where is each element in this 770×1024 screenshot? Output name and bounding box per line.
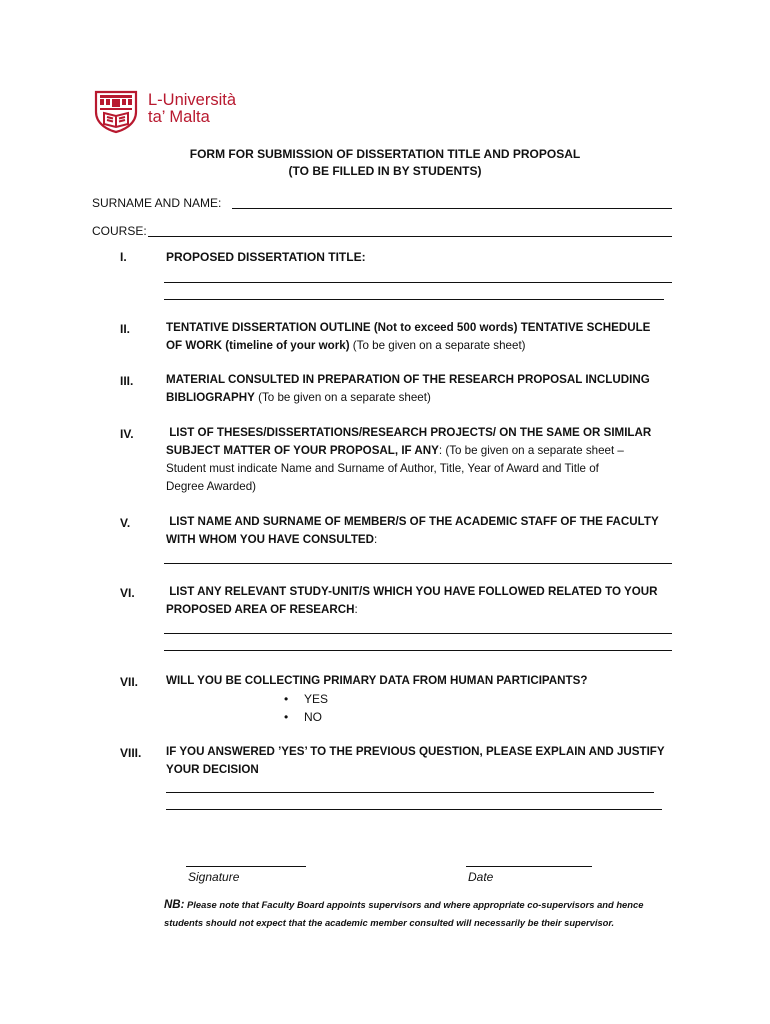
nb-text: Please note that Faculty Board appoints supervisors and where appropriate co-supervisors and hence: [184, 899, 644, 910]
section-number: VII.: [120, 675, 139, 689]
section-title: IF YOU ANSWERED ’YES’ TO THE PREVIOUS QUESTION, PLEASE EXPLAIN AND JUSTIFY: [166, 745, 665, 758]
section-number: II.: [120, 322, 131, 336]
section-outline: [166, 319, 678, 355]
title-field-line-2[interactable]: [164, 299, 664, 300]
justify-line-2[interactable]: [166, 809, 662, 810]
staff-field-line[interactable]: [164, 563, 672, 564]
section-number: VI.: [120, 586, 135, 600]
section-note: (To be given on a separate sheet): [349, 339, 526, 352]
section-colon: :: [374, 533, 378, 546]
section-number: IV.: [120, 427, 134, 441]
form-subtitle: (TO BE FILLED IN BY STUDENTS): [288, 164, 482, 178]
section-number: V.: [120, 516, 131, 530]
section-material: [166, 371, 678, 407]
surname-field[interactable]: [232, 208, 672, 209]
surname-label: SURNAME AND NAME:: [92, 196, 222, 210]
nb-note: [164, 896, 684, 932]
section-note: : (To be given on a separate sheet –: [438, 444, 624, 457]
bullet-icon: •: [284, 710, 289, 724]
nb-label: NB:: [164, 899, 185, 911]
date-field[interactable]: [466, 866, 592, 867]
section-title-cont: SUBJECT MATTER OF YOUR PROPOSAL, IF ANY: [166, 444, 439, 457]
section-note: (To be given on a separate sheet): [254, 391, 431, 404]
section-title: LIST ANY RELEVANT STUDY-UNIT/S WHICH YOU HAVE FOLLOWED RELATED TO YOUR: [166, 585, 658, 598]
section-title-cont: BIBLIOGRAPHY: [166, 391, 255, 404]
section-number: III.: [120, 374, 134, 388]
nb-text-cont: students should not expect that the academic member consulted will necessarily be their supervisor.: [164, 917, 615, 928]
section-note-cont: Student must indicate Name and Surname of Author, Title, Year of Award and Title of: [166, 462, 599, 475]
course-label: COURSE:: [92, 224, 147, 238]
option-label: YES: [304, 692, 329, 706]
section-title: PROPOSED DISSERTATION TITLE:: [166, 250, 366, 264]
section-title-cont: WITH WHOM YOU HAVE CONSULTED: [166, 533, 375, 546]
study-units-line-2[interactable]: [164, 650, 672, 651]
section-number: VIII.: [120, 746, 142, 760]
brand-line-2: ta’ Malta: [148, 108, 210, 126]
option-label: NO: [304, 710, 322, 724]
brand-line-1: L-Università: [148, 91, 237, 109]
signature-field[interactable]: [186, 866, 306, 867]
signature-label: Signature: [188, 870, 240, 884]
option-yes[interactable]: [284, 690, 328, 708]
study-units-line-1[interactable]: [164, 633, 672, 634]
date-label: Date: [468, 870, 494, 884]
section-title: LIST OF THESES/DISSERTATIONS/RESEARCH PROJECTS/ ON THE SAME OR SIMILAR: [166, 426, 652, 439]
course-field[interactable]: [148, 236, 672, 237]
justify-line-1[interactable]: [166, 792, 654, 793]
option-no[interactable]: [284, 708, 322, 726]
section-title: WILL YOU BE COLLECTING PRIMARY DATA FROM HUMAN PARTICIPANTS?: [166, 674, 588, 687]
section-colon: :: [354, 603, 358, 616]
section-number: I.: [120, 250, 127, 264]
section-title-cont: PROPOSED AREA OF RESEARCH: [166, 603, 355, 616]
section-title-cont: OF WORK (timeline of your work): [166, 339, 350, 352]
section-note-end: Degree Awarded): [166, 480, 257, 493]
title-field-line-1[interactable]: [164, 282, 672, 283]
university-name: [148, 92, 236, 126]
section-study-units: [166, 583, 678, 619]
section-title: LIST NAME AND SURNAME OF MEMBER/S OF THE ACADEMIC STAFF OF THE FACULTY: [166, 515, 659, 528]
section-theses: [166, 424, 678, 496]
university-crest-icon: [92, 86, 140, 134]
section-title: MATERIAL CONSULTED IN PREPARATION OF THE RESEARCH PROPOSAL INCLUDING: [166, 373, 650, 386]
section-title-cont: YOUR DECISION: [166, 763, 259, 776]
section-title: TENTATIVE DISSERTATION OUTLINE (Not to exceed 500 words) TENTATIVE SCHEDULE: [166, 321, 651, 334]
section-staff: [166, 513, 678, 549]
form-title: FORM FOR SUBMISSION OF DISSERTATION TITLE AND PROPOSAL: [189, 147, 581, 161]
bullet-icon: •: [284, 692, 289, 706]
section-justify: [166, 743, 678, 779]
